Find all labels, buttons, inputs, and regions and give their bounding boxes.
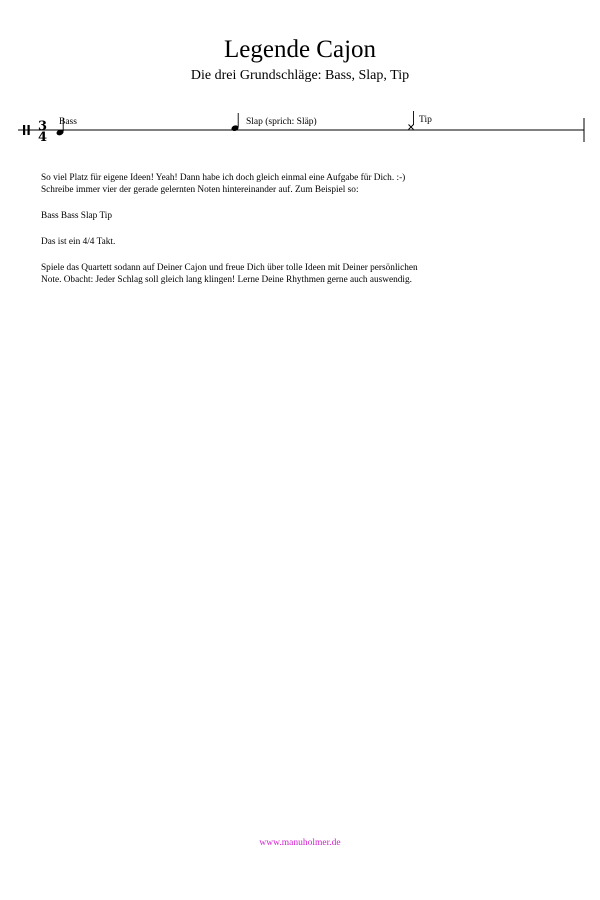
percussion-staff	[0, 105, 600, 150]
example-line	[41, 211, 561, 223]
intro-line-2: Schreibe immer vier der gerade gelernten Noten hintereinander auf. Zum Beispiel so:	[41, 184, 359, 195]
takt-text: Das ist ein 4/4 Takt.	[41, 237, 116, 247]
time-signature-bottom: 4	[37, 130, 48, 145]
takt-line	[41, 237, 561, 249]
label-tip: Tip	[419, 115, 432, 125]
closing-line-1: Spiele das Quartett sodann auf Deiner Cajon und freue Dich über tolle Ideen mit Deiner persönlichen	[41, 263, 418, 273]
note-tip-x-icon	[409, 111, 414, 130]
closing-line-2: Note. Obacht: Jeder Schlag soll gleich lang klingen! Lerne Deine Rhythmen gerne auch auswendig.	[41, 274, 412, 285]
footer-link[interactable]: www.manuholmer.de	[259, 838, 341, 848]
time-signature-top: 3	[37, 119, 48, 134]
label-slap: Slap (sprich: Släp)	[246, 117, 317, 127]
example-text: Bass Bass Slap Tip	[41, 211, 113, 221]
intro-line-1: So viel Platz für eigene Ideen! Yeah! Dann habe ich doch gleich einmal eine Aufgabe für Dich. :-)	[41, 173, 406, 183]
page-title: Legende Cajon	[223, 36, 377, 63]
page-subtitle: Die drei Grundschläge: Bass, Slap, Tip	[190, 68, 410, 83]
note-slap	[231, 113, 240, 132]
intro-paragraph	[41, 173, 561, 196]
closing-paragraph	[41, 263, 561, 286]
label-bass: Bass	[59, 117, 77, 127]
